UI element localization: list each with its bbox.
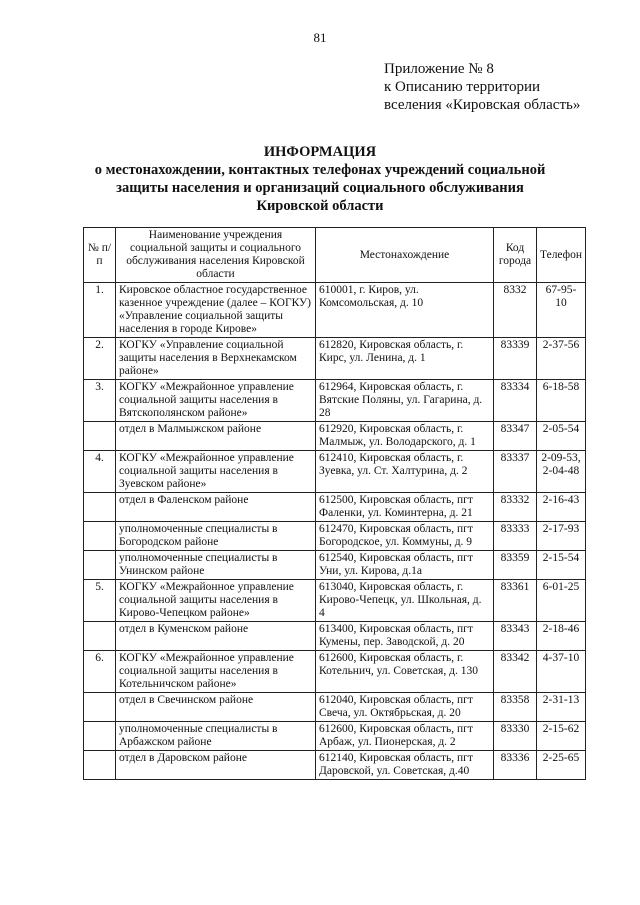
row-location: 612500, Кировская область, пгт Фаленки, ул. Коминтерна, д. 21 bbox=[316, 493, 494, 522]
row-location: 612600, Кировская область, пгт Арбаж, ул. Пионерская, д. 2 bbox=[316, 722, 494, 751]
row-code: 83339 bbox=[494, 338, 537, 380]
row-location: 612410, Кировская область, г. Зуевка, ул. Ст. Халтурина, д. 2 bbox=[316, 451, 494, 493]
row-number bbox=[84, 551, 116, 580]
appendix-note bbox=[384, 60, 580, 114]
title-line-4: Кировской области bbox=[256, 198, 384, 214]
row-number bbox=[84, 493, 116, 522]
row-location: 610001, г. Киров, ул. Комсомольская, д. 10 bbox=[316, 283, 494, 338]
row-code: 83361 bbox=[494, 580, 537, 622]
table-row bbox=[84, 580, 586, 622]
row-name: отдел в Куменском районе bbox=[116, 622, 316, 651]
row-name: уполномоченные специалисты в Унинском районе bbox=[116, 551, 316, 580]
row-phone: 2-15-62 bbox=[537, 722, 586, 751]
row-code: 83336 bbox=[494, 751, 537, 780]
appendix-line-3: вселения «Кировская область» bbox=[384, 97, 581, 113]
row-phone: 4-37-10 bbox=[537, 651, 586, 693]
row-phone: 6-18-58 bbox=[537, 380, 586, 422]
appendix-line-1: Приложение № 8 bbox=[384, 61, 494, 77]
row-location: 612540, Кировская область, пгт Уни, ул. Кирова, д.1а bbox=[316, 551, 494, 580]
title-line-3: защиты населения и организаций социального обслуживания bbox=[116, 180, 524, 196]
row-number bbox=[84, 422, 116, 451]
row-number bbox=[84, 522, 116, 551]
table-row bbox=[84, 751, 586, 780]
document-title bbox=[0, 143, 640, 215]
table-row bbox=[84, 451, 586, 493]
row-name: отдел в Свечинском районе bbox=[116, 693, 316, 722]
row-number: 4. bbox=[84, 451, 116, 493]
header-phone: Телефон bbox=[537, 228, 586, 283]
row-location: 612820, Кировская область, г. Кирс, ул. Ленина, д. 1 bbox=[316, 338, 494, 380]
row-phone: 2-05-54 bbox=[537, 422, 586, 451]
row-name: КОГКУ «Межрайонное управление социальной защиты населения в Кирово-Чепецком районе» bbox=[116, 580, 316, 622]
row-phone: 2-16-43 bbox=[537, 493, 586, 522]
page-number: 81 bbox=[313, 30, 327, 45]
table-row bbox=[84, 283, 586, 338]
row-number: 3. bbox=[84, 380, 116, 422]
row-location: 612040, Кировская область, пгт Свеча, ул. Октябрьская, д. 20 bbox=[316, 693, 494, 722]
row-number: 1. bbox=[84, 283, 116, 338]
row-code: 8332 bbox=[494, 283, 537, 338]
row-phone: 2-17-93 bbox=[537, 522, 586, 551]
header-location: Местонахождение bbox=[316, 228, 494, 283]
table-row bbox=[84, 722, 586, 751]
row-phone: 67-95-10 bbox=[537, 283, 586, 338]
institutions-table bbox=[83, 227, 586, 780]
row-location: 612920, Кировская область, г. Малмыж, ул. Володарского, д. 1 bbox=[316, 422, 494, 451]
row-phone: 2-18-46 bbox=[537, 622, 586, 651]
table-row bbox=[84, 422, 586, 451]
table-row bbox=[84, 338, 586, 380]
table-row bbox=[84, 551, 586, 580]
row-code: 83359 bbox=[494, 551, 537, 580]
row-phone: 6-01-25 bbox=[537, 580, 586, 622]
row-location: 612600, Кировская область, г. Котельнич, ул. Советская, д. 130 bbox=[316, 651, 494, 693]
header-num: № п/п bbox=[84, 228, 116, 283]
row-location: 612964, Кировская область, г. Вятские Поляны, ул. Гагарина, д. 28 bbox=[316, 380, 494, 422]
table-row bbox=[84, 693, 586, 722]
row-code: 83342 bbox=[494, 651, 537, 693]
row-number: 2. bbox=[84, 338, 116, 380]
row-name: уполномоченные специалисты в Арбажском районе bbox=[116, 722, 316, 751]
table-row bbox=[84, 622, 586, 651]
row-number bbox=[84, 622, 116, 651]
row-code: 83337 bbox=[494, 451, 537, 493]
row-name: КОГКУ «Управление социальной защиты населения в Верхнекамском районе» bbox=[116, 338, 316, 380]
row-name: КОГКУ «Межрайонное управление социальной защиты населения в Котельничском районе» bbox=[116, 651, 316, 693]
row-location: 612470, Кировская область, пгт Богородское, ул. Коммуны, д. 9 bbox=[316, 522, 494, 551]
table-row bbox=[84, 651, 586, 693]
row-phone: 2-37-56 bbox=[537, 338, 586, 380]
row-code: 83333 bbox=[494, 522, 537, 551]
row-number bbox=[84, 751, 116, 780]
row-number bbox=[84, 693, 116, 722]
row-location: 613040, Кировская область, г. Кирово-Чепецк, ул. Школьная, д. 4 bbox=[316, 580, 494, 622]
row-phone: 2-31-13 bbox=[537, 693, 586, 722]
table-row bbox=[84, 493, 586, 522]
row-phone: 2-09-53, 2-04-48 bbox=[537, 451, 586, 493]
row-code: 83343 bbox=[494, 622, 537, 651]
title-line-2: о местонахождении, контактных телефонах учреждений социальной bbox=[94, 162, 546, 178]
table-header-row bbox=[84, 228, 586, 283]
row-code: 83347 bbox=[494, 422, 537, 451]
header-name: Наименование учреждения социальной защиты и социального обслуживания населения Кировской области bbox=[116, 228, 316, 283]
row-number: 6. bbox=[84, 651, 116, 693]
row-location: 613400, Кировская область, пгт Кумены, пер. Заводской, д. 20 bbox=[316, 622, 494, 651]
table-row bbox=[84, 522, 586, 551]
row-location: 612140, Кировская область, пгт Даровской, ул. Советская, д.40 bbox=[316, 751, 494, 780]
row-code: 83358 bbox=[494, 693, 537, 722]
row-name: отдел в Фаленском районе bbox=[116, 493, 316, 522]
row-name: отдел в Малмыжском районе bbox=[116, 422, 316, 451]
row-code: 83334 bbox=[494, 380, 537, 422]
table-row bbox=[84, 380, 586, 422]
row-name: уполномоченные специалисты в Богородском районе bbox=[116, 522, 316, 551]
row-number: 5. bbox=[84, 580, 116, 622]
appendix-line-2: к Описанию территории bbox=[384, 79, 541, 95]
row-code: 83330 bbox=[494, 722, 537, 751]
row-name: Кировское областное государственное казенное учреждение (далее – КОГКУ) «Управление социальной защиты населения в городе Кирове» bbox=[116, 283, 316, 338]
title-line-1: ИНФОРМАЦИЯ bbox=[263, 144, 377, 160]
row-phone: 2-25-65 bbox=[537, 751, 586, 780]
row-number bbox=[84, 722, 116, 751]
row-name: отдел в Даровском районе bbox=[116, 751, 316, 780]
row-name: КОГКУ «Межрайонное управление социальной защиты населения в Вятскополянском районе» bbox=[116, 380, 316, 422]
row-phone: 2-15-54 bbox=[537, 551, 586, 580]
row-name: КОГКУ «Межрайонное управление социальной защиты населения в Зуевском районе» bbox=[116, 451, 316, 493]
row-code: 83332 bbox=[494, 493, 537, 522]
header-code: Код города bbox=[494, 228, 537, 283]
